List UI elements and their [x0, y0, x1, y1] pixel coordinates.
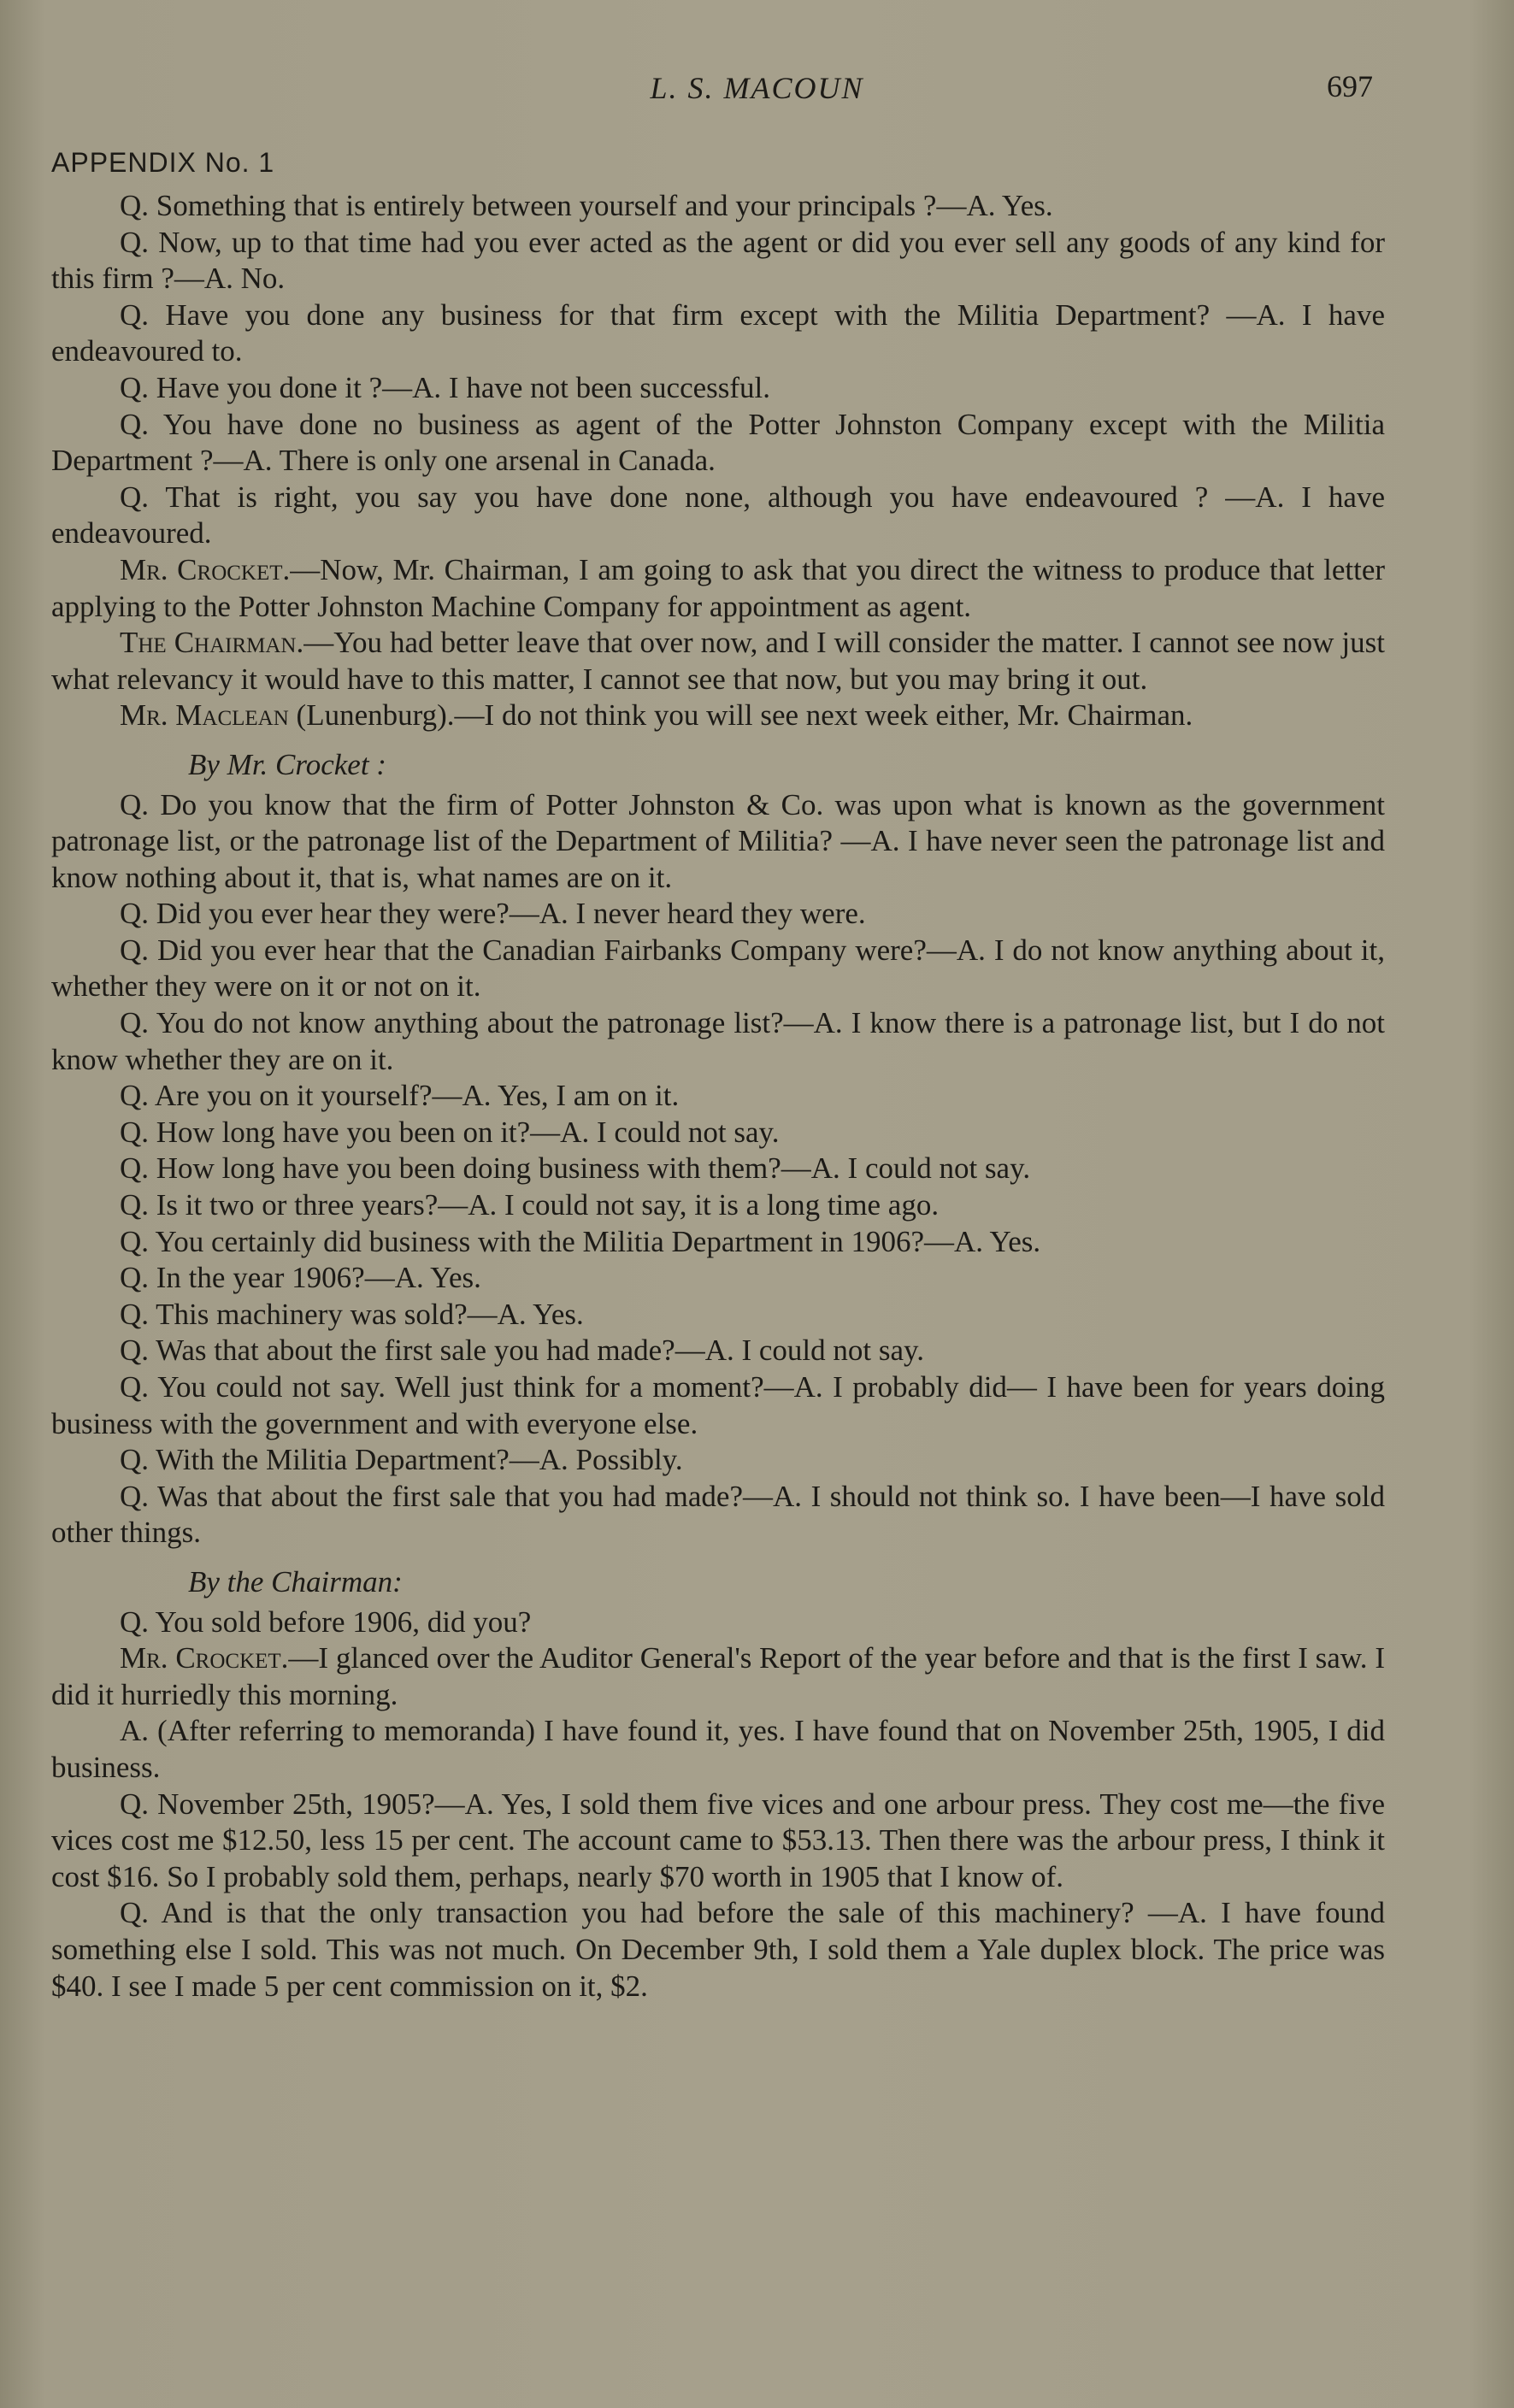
paragraph-text: Q. You certainly did business with the Militia Department in 1906?—A. Yes.: [120, 1224, 1041, 1258]
paragraph-text: Q. Was that about the first sale that you had made?—A. I should not think so. I have been—I have sold other things.: [51, 1479, 1385, 1550]
paragraph-text: Q. Do you know that the firm of Potter Johnston & Co. was upon what is known as the government patronage list, or the patronage list of the Department of Militia? —A. I have never seen the patronage list and know nothing about it, that is, what names are on it.: [51, 787, 1385, 894]
paragraph-text: —You had better leave that over now, and I will consider the matter. I cannot see now just what relevancy it would have to this matter, I cannot see that now, but you may bring it out.: [51, 626, 1386, 696]
page-number: 697: [1327, 69, 1373, 103]
paragraph-text: Q. Was that about the first sale you had made?—A. I could not say.: [120, 1334, 924, 1368]
paragraph-text: Q. You do not know anything about the patronage list?—A. I know there is a patronage list, but I do not know whether they are on it.: [51, 1006, 1385, 1076]
examiner-heading: By Mr. Crocket :: [188, 747, 386, 781]
appendix-label: APPENDIX No. 1: [51, 147, 275, 178]
testimony-paragraph: [51, 933, 1385, 1005]
testimony-paragraph: [51, 1115, 1385, 1151]
testimony-paragraph: [51, 1224, 1385, 1261]
testimony-paragraph: [51, 625, 1385, 698]
paragraph-text: Q. Is it two or three years?—A. I could not say, it is a long time ago.: [120, 1188, 940, 1222]
testimony-paragraph: [51, 1479, 1385, 1551]
testimony-paragraph: [51, 1442, 1385, 1479]
speaker-name: The Chairman.: [120, 626, 304, 660]
paragraph-text: A. (After referring to memoranda) I have found it, yes. I have found that on November 25th, 1905, I did business.: [51, 1714, 1385, 1784]
testimony-paragraph: [51, 1895, 1385, 2005]
testimony-paragraph: [51, 1369, 1385, 1442]
testimony-paragraph: [51, 787, 1385, 897]
paragraph-text: Q. You could not say. Well just think for a moment?—A. I probably did— I have been for years doing business with the government and with everyone else.: [51, 1370, 1385, 1440]
testimony-paragraph: [51, 1604, 1385, 1641]
testimony-paragraph: [51, 370, 1385, 407]
paragraph-text: Q. Did you ever hear that the Canadian Fairbanks Company were?—A. I do not know anything about it, whether they were on it or not on it.: [51, 933, 1385, 1004]
speaker-name: Mr. Crocket.: [120, 1641, 289, 1675]
paragraph-text: Q. And is that the only transaction you had before the sale of this machinery? —A. I have found something else I sold. This was not much. On December 9th, I sold them a Yale duplex block. The price was $40. I see I made 5 per cent commission on it, $2.: [51, 1896, 1385, 2003]
testimony-paragraph: [51, 297, 1385, 370]
paragraph-text: Q. Did you ever hear they were?—A. I never heard they were.: [120, 897, 866, 931]
speaker-name: Mr. Maclean: [120, 698, 289, 733]
paragraph-text: Q. Have you done any business for that firm except with the Militia Department? —A. I have endeavoured to.: [51, 297, 1385, 368]
body-text: [51, 188, 1385, 2005]
running-head: [0, 68, 1514, 120]
testimony-paragraph: [51, 698, 1385, 734]
testimony-paragraph: [51, 1187, 1385, 1224]
examiner-heading: By the Chairman:: [188, 1564, 403, 1598]
paragraph-text: Q. With the Militia Department?—A. Possibly.: [120, 1443, 683, 1477]
testimony-paragraph: [51, 188, 1385, 225]
testimony-paragraph: [51, 1787, 1385, 1896]
paragraph-text: Q. That is right, you say you have done none, although you have endeavoured ? —A. I have endeavoured.: [51, 480, 1385, 550]
testimony-paragraph: [51, 1151, 1385, 1187]
testimony-paragraph: [51, 407, 1385, 480]
paragraph-text: Q. How long have you been on it?—A. I could not say.: [120, 1115, 780, 1149]
paragraph-text: Q. Now, up to that time had you ever acted as the agent or did you ever sell any goods of any kind for this firm ?—A. No.: [51, 225, 1385, 296]
testimony-paragraph: [51, 1297, 1385, 1334]
testimony-paragraph: [51, 1260, 1385, 1297]
testimony-paragraph: [51, 1713, 1385, 1786]
paragraph-text: —I glanced over the Auditor General's Report of the year before and that is the first I saw. I did it hurriedly this morning.: [51, 1641, 1385, 1711]
testimony-paragraph: [51, 1640, 1385, 1713]
paragraph-text: Q. Are you on it yourself?—A. Yes, I am on it.: [120, 1079, 680, 1113]
testimony-paragraph: [51, 552, 1385, 625]
testimony-paragraph: [51, 1333, 1385, 1369]
speaker-name: Mr. Crocket.: [120, 552, 291, 586]
paragraph-text: (Lunenburg).—I do not think you will see next week either, Mr. Chairman.: [288, 698, 1193, 733]
paragraph-text: Q. November 25th, 1905?—A. Yes, I sold them five vices and one arbour press. They cost me—the five vices cost me $12.50, less 15 per cent. The account came to $53.13. Then there was the arbour press, I think it cost $16. So I probably sold them, perhaps, nearly $70 worth in 1905 that I know of.: [51, 1787, 1385, 1893]
testimony-paragraph: [51, 896, 1385, 933]
paragraph-text: Q. In the year 1906?—A. Yes.: [120, 1261, 481, 1295]
paragraph-text: —Now, Mr. Chairman, I am going to ask that you direct the witness to produce that letter applying to the Potter Johnston Machine Company for appointment as agent.: [51, 552, 1386, 623]
testimony-paragraph: [51, 480, 1385, 552]
paragraph-text: Q. This machinery was sold?—A. Yes.: [120, 1297, 584, 1331]
running-title: L. S. MACOUN: [650, 71, 864, 105]
paragraph-text: Q. Have you done it ?—A. I have not been successful.: [120, 370, 771, 404]
testimony-paragraph: [51, 1078, 1385, 1115]
paragraph-text: Q. Something that is entirely between yourself and your principals ?—A. Yes.: [120, 189, 1053, 222]
paragraph-text: Q. You sold before 1906, did you?: [120, 1604, 532, 1639]
testimony-paragraph: [51, 1005, 1385, 1078]
paragraph-text: Q. You have done no business as agent of the Potter Johnston Company except with the Militia Department ?—A. There is only one arsenal in Canada.: [51, 407, 1385, 478]
paragraph-text: Q. How long have you been doing business with them?—A. I could not say.: [120, 1151, 1031, 1186]
testimony-paragraph: [51, 225, 1385, 297]
